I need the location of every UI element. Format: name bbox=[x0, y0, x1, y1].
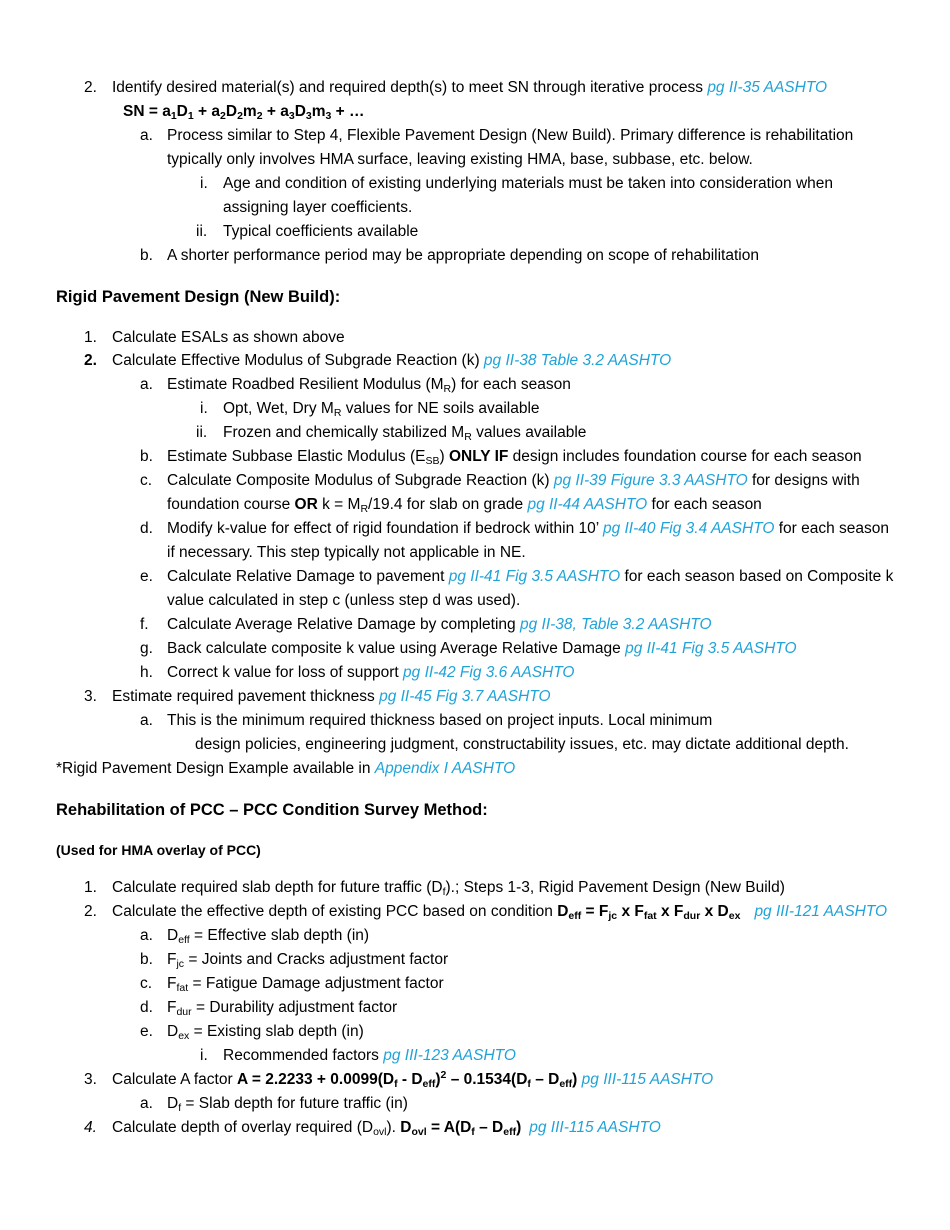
definition-fdur: $F_{dur}$ = Durability adjustment factor bbox=[167, 999, 398, 1018]
subitem-recommended-factors: Recommended factors pg III-123 AASHTO bbox=[223, 1047, 516, 1064]
list-letter: f. bbox=[140, 616, 149, 633]
list-number: 2. bbox=[84, 903, 97, 920]
sn-equation: SN = $a_1D_1 + a_2D_2m_2 + a_3D_3m_3$ + … bbox=[123, 103, 365, 122]
reference-link[interactable]: pg II-45 Fig 3.7 AASHTO bbox=[379, 688, 551, 705]
list-letter: a. bbox=[140, 376, 153, 393]
reference-link[interactable]: pg III-115 AASHTO bbox=[581, 1071, 714, 1088]
substep-back-calculate: Back calculate composite k value using Average Relative Damage pg II-41 Fig 3.5 AASHTO bbox=[167, 640, 797, 657]
reference-link[interactable]: pg III-115 AASHTO bbox=[529, 1119, 661, 1136]
step-estimate-thickness: Estimate required pavement thickness pg II-45 Fig 3.7 AASHTO bbox=[112, 688, 551, 705]
a-factor-equation: $A = 2.2233 + 0.0099(D_f - D_{eff})^2 - 0.1534(D_f - D_{eff})$ bbox=[236, 1069, 578, 1090]
substep-relative-damage-line1: Calculate Relative Damage to pavement pg II-41 Fig 3.5 AASHTO for each season based on Composite k bbox=[167, 568, 894, 585]
reference-link[interactable]: pg II-44 AASHTO bbox=[527, 496, 648, 513]
list-number: 3. bbox=[84, 688, 97, 705]
reference-link[interactable]: pg II-35 AASHTO bbox=[707, 79, 828, 96]
substep-composite-line2: foundation course OR $k = M_R/19.4$ for slab on grade pg II-44 AASHTO for each season bbox=[167, 496, 762, 515]
definition-ffat: $F_{fat}$ = Fatigue Damage adjustment factor bbox=[167, 975, 444, 994]
reference-link[interactable]: pg III-121 AASHTO bbox=[754, 903, 888, 920]
list-roman: i. bbox=[200, 1047, 208, 1064]
reference-link[interactable]: pg II-42 Fig 3.6 AASHTO bbox=[403, 664, 575, 681]
reference-link[interactable]: pg II-41 Fig 3.5 AASHTO bbox=[625, 640, 797, 657]
substep-roadbed-modulus: Estimate Roadbed Resilient Modulus $(M_R)$ for each season bbox=[167, 376, 571, 395]
section-heading-pcc: Rehabilitation of PCC – PCC Condition Survey Method: bbox=[56, 801, 488, 819]
substep-process-line1: Process similar to Step 4, Flexible Pavement Design (New Build). Primary difference is rehabilitation bbox=[167, 127, 854, 144]
reference-link[interactable]: pg III-123 AASHTO bbox=[383, 1047, 516, 1064]
substep-modify-k-line1: Modify k-value for effect of rigid foundation if bedrock within 10’ pg II-40 Fig 3.4 AASHTO for each season bbox=[167, 520, 890, 537]
step-calc-modulus: Calculate Effective Modulus of Subgrade Reaction (k) pg II-38 Table 3.2 AASHTO bbox=[112, 352, 672, 369]
design-example-note: *Rigid Pavement Design Example available in Appendix I AASHTO bbox=[56, 760, 516, 777]
list-number: 3. bbox=[84, 1071, 97, 1088]
list-letter: g. bbox=[140, 640, 153, 657]
definition-fjc: $F_{jc}$ = Joints and Cracks adjustment factor bbox=[167, 951, 449, 970]
subitem-opt-wet-dry: Opt, Wet, Dry $M_R$ values for NE soils available bbox=[223, 400, 540, 419]
substep-process-line2: typically only involves HMA surface, leaving existing HMA, base, subbase, etc. below. bbox=[167, 151, 753, 168]
subitem-age-line2: assigning layer coefficients. bbox=[223, 199, 413, 216]
subitem-age-line1: Age and condition of existing underlying materials must be taken into consideration when bbox=[223, 175, 834, 192]
list-number: 1. bbox=[84, 329, 97, 346]
reference-link[interactable]: pg II-38 Table 3.2 AASHTO bbox=[483, 352, 672, 369]
substep-subbase-modulus: Estimate Subbase Elastic Modulus $(E_{SB})$ ONLY IF design includes foundation course for each season bbox=[167, 448, 862, 467]
list-letter: d. bbox=[140, 520, 153, 537]
list-letter: a. bbox=[140, 927, 153, 944]
list-number: 2. bbox=[84, 79, 97, 96]
substep-performance-period: A shorter performance period may be appropriate depending on scope of rehabilitation bbox=[167, 247, 759, 264]
substep-average-damage: Calculate Average Relative Damage by completing pg II-38, Table 3.2 AASHTO bbox=[167, 616, 712, 633]
list-roman: ii. bbox=[196, 223, 208, 240]
step-effective-depth: Calculate the effective depth of existing PCC based on condition $D_{eff} = F_{jc}$ x $F_{fat}$ x $F_{dur}$ x $D_{ex}$ pg III-121 AASHTO bbox=[112, 903, 888, 922]
list-number: 1. bbox=[84, 879, 97, 896]
step-identify-material bbox=[112, 78, 827, 98]
list-letter: a. bbox=[140, 1095, 153, 1112]
step-slab-depth: Calculate required slab depth for future traffic $(D_f)$.; Steps 1-3, Rigid Pavement Design (New Build) bbox=[112, 879, 785, 898]
list-letter: b. bbox=[140, 448, 153, 465]
list-letter: b. bbox=[140, 951, 153, 968]
reference-link[interactable]: Appendix I AASHTO bbox=[374, 760, 516, 777]
list-number: 2. bbox=[84, 352, 97, 369]
reference-link[interactable]: pg II-41 Fig 3.5 AASHTO bbox=[448, 568, 621, 585]
reference-link[interactable]: pg II-39 Figure 3.3 AASHTO bbox=[553, 472, 748, 489]
section-subheading-pcc: (Used for HMA overlay of PCC) bbox=[56, 842, 261, 858]
substep-minimum-thickness-line2: design policies, engineering judgment, constructability issues, etc. may dictate additional depth. bbox=[195, 736, 849, 753]
subitem-frozen: Frozen and chemically stabilized $M_R$ values available bbox=[223, 424, 587, 443]
list-letter: a. bbox=[140, 127, 153, 144]
list-letter: c. bbox=[140, 472, 153, 489]
reference-link[interactable]: pg II-40 Fig 3.4 AASHTO bbox=[602, 520, 775, 537]
list-letter: e. bbox=[140, 1023, 153, 1040]
list-roman: i. bbox=[200, 175, 208, 192]
section-heading-rigid: Rigid Pavement Design (New Build): bbox=[56, 288, 341, 306]
substep-modify-k-line2: if necessary. This step typically not applicable in NE. bbox=[167, 544, 526, 561]
substep-relative-damage-line2: value calculated in step c (unless step d was used). bbox=[167, 592, 521, 609]
list-letter: a. bbox=[140, 712, 153, 729]
substep-correct-k: Correct k value for loss of support pg II-42 Fig 3.6 AASHTO bbox=[167, 664, 575, 681]
overlay-equation: $D_{ovl} = A(D_f - D_{eff})$ bbox=[400, 1119, 522, 1138]
step-overlay-depth: Calculate depth of overlay required $(D_{ovl})$. $D_{ovl} = A(D_f - D_{eff})$ pg III-115 AASHTO bbox=[112, 1119, 661, 1138]
definition-df: $D_f$ = Slab depth for future traffic (in) bbox=[167, 1095, 408, 1114]
list-letter: c. bbox=[140, 975, 153, 992]
step-calc-esals: Calculate ESALs as shown above bbox=[112, 329, 345, 346]
list-roman: i. bbox=[200, 400, 208, 417]
definition-dex: $D_{ex}$ = Existing slab depth (in) bbox=[167, 1023, 364, 1042]
definition-deff: $D_{eff}$ = Effective slab depth (in) bbox=[167, 927, 370, 946]
substep-composite-line1: Calculate Composite Modulus of Subgrade Reaction (k) pg II-39 Figure 3.3 AASHTO for designs with bbox=[167, 472, 860, 489]
list-letter: d. bbox=[140, 999, 153, 1016]
subitem-coefficients: Typical coefficients available bbox=[223, 223, 419, 240]
step-text: Identify desired material(s) and required depth(s) to meet SN through iterative process bbox=[112, 79, 708, 96]
substep-minimum-thickness-line1: This is the minimum required thickness based on project inputs. Local minimum bbox=[167, 712, 713, 729]
reference-link[interactable]: pg II-38, Table 3.2 AASHTO bbox=[519, 616, 712, 633]
list-number: 4. bbox=[84, 1119, 97, 1136]
deff-equation: $D_{eff} = F_{jc}$ x $F_{fat}$ x $F_{dur}$ x $D_{ex}$ bbox=[557, 903, 741, 922]
step-a-factor: Calculate A factor $A = 2.2233 + 0.0099(D_f - D_{eff})^2 - 0.1534(D_f - D_{eff})$ pg III-115 AASHTO bbox=[112, 1069, 714, 1090]
list-roman: ii. bbox=[196, 424, 208, 441]
list-letter: e. bbox=[140, 568, 153, 585]
list-letter: b. bbox=[140, 247, 153, 264]
list-letter: h. bbox=[140, 664, 153, 681]
